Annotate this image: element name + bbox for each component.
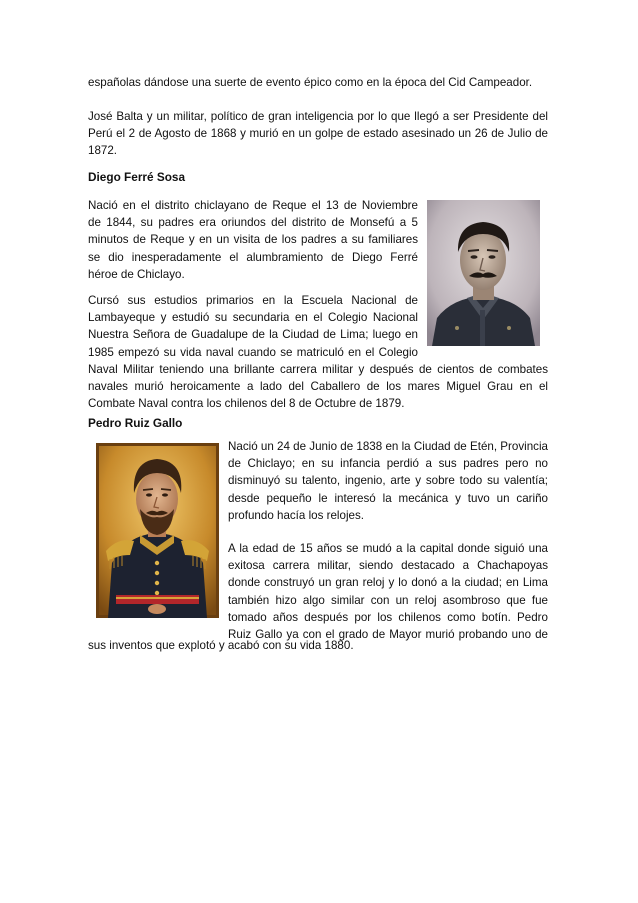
gallo-paragraph-2-wide — [88, 637, 548, 654]
gallo-p2-line: donde construyó un gran reloj y lo donó a la ciudad; en Lima — [228, 576, 548, 590]
ferre-p2-line: navales murió heroicamente a lado del Caballero de los mares Miguel Grau en el — [88, 380, 548, 394]
gallo-p1-line: desde pequeño le interesó la mecánica y tuvo un cariño — [228, 491, 548, 505]
balta-line-2: Perú el 2 de Agosto de 1868 y murió en un golpe de estado asesinado un 26 de Julio de — [88, 127, 548, 141]
ferre-paragraph-1 — [88, 197, 418, 283]
gallo-p1-line: Nació un 24 de Junio de 1838 en la Ciudad de Etén, Provincia — [228, 440, 548, 453]
ferre-p2-line: Nuestra Señora de Guadalupe de la Ciudad de Lima; luego en — [88, 328, 418, 342]
balta-line-3: 1872. — [88, 144, 118, 158]
balta-line-1: José Balta y un militar, político de gran inteligencia por lo que llegó a ser Presidente del — [88, 110, 548, 123]
ferre-p1-line: minutos de Reque y en un visita de los padres a su familiares — [88, 233, 418, 247]
gallo-p2-line: A la edad de 15 años se mudó a la capital donde siguió una — [228, 542, 548, 555]
ferre-paragraph-2-wide — [88, 361, 548, 413]
gallo-paragraph-2-narrow — [228, 540, 548, 643]
pedro-ruiz-gallo-portrait-image — [96, 443, 219, 618]
diego-ferre-portrait-image — [427, 200, 540, 346]
intro-line: españolas dándose una suerte de evento épico como en la época del Cid Campeador. — [88, 76, 533, 89]
gallo-p2-line: Ruiz Gallo ya con el grado de Mayor murió probando uno de — [228, 628, 548, 642]
ferre-p2-line: Cursó sus estudios primarios en la Escuela Nacional de — [88, 294, 418, 307]
gallo-p1-line: disminuyó su talento, ingenio, arte y sobre todo su valentía; — [228, 474, 548, 488]
balta-paragraph — [88, 108, 548, 160]
intro-paragraph — [88, 74, 548, 91]
ferre-p1-line: héroe de Chiclayo. — [88, 267, 185, 281]
gallo-p2-line: exitosa carrera militar, siendo destacado a Chachapoyas — [228, 559, 548, 573]
ferre-p2-line: Lambayeque y estudió su secundaria en el Colegio Nacional — [88, 311, 418, 325]
ferre-p1-line: de 1844, su padres era oriundos del distrito de Monsefú a 5 — [88, 216, 418, 230]
gallo-p2-line: tomado años después por los chilenos como botín. Pedro — [228, 610, 548, 624]
ferre-p2-line: 1985 empezó su vida naval cuando se matriculó en el Colegio — [88, 345, 418, 359]
ferre-p2-line: Naval Militar teniendo una brillante carrera militar y después de cientos de combates — [88, 363, 548, 376]
gallo-p2-line: sus inventos que explotó y acabó con su vida 1880. — [88, 639, 354, 652]
diego-ferre-portrait — [427, 200, 540, 346]
ferre-p1-line: Nació en el distrito chiclayano de Reque el 13 de Noviembre — [88, 199, 418, 212]
ferre-p1-line: se dio inesperadamente el alumbramiento de Diego Ferré — [88, 250, 418, 264]
gallo-heading: Pedro Ruiz Gallo — [88, 416, 183, 430]
gallo-p1-line: profundo hacía los relojes. — [228, 508, 364, 522]
gallo-p2-line: también hizo algo similar con un reloj asombroso que fue — [228, 593, 548, 607]
ferre-paragraph-2-narrow — [88, 292, 418, 361]
pedro-ruiz-gallo-portrait — [96, 443, 219, 618]
ferre-p2-line: Combate Naval contra los chilenos del 8 de Octubre de 1879. — [88, 397, 405, 411]
ferre-heading: Diego Ferré Sosa — [88, 170, 186, 184]
gallo-paragraph-1 — [228, 438, 548, 524]
gallo-p1-line: de Chiclayo; en su infancia perdió a sus padres pero no — [228, 457, 548, 471]
